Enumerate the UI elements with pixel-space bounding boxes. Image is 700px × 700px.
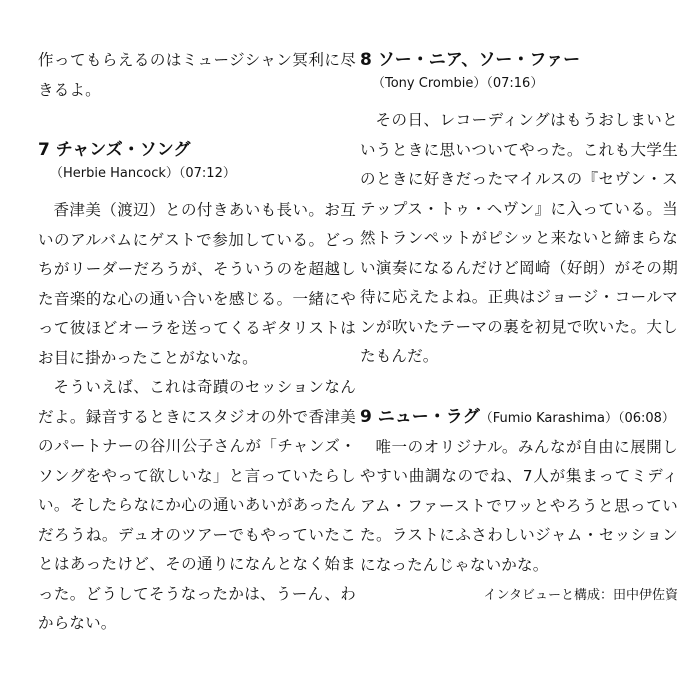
credit-line: インタビューと構成：田中伊佐資 (483, 588, 678, 603)
track-9-title: ニュー・ラグ (377, 406, 480, 427)
track-7-title-line (38, 136, 356, 164)
spacer (360, 372, 678, 403)
track-7-meta: （Herbie Hancock）（07:12） (50, 166, 236, 181)
track-9-meta: （Fumio Karashima）（06:08） (479, 410, 675, 426)
spacer (38, 105, 356, 136)
track-9-number: 9 (360, 406, 372, 427)
track-8-meta: （Tony Crombie）（07:16） (372, 76, 544, 91)
track-7-header (38, 136, 356, 184)
track-8-number: 8 (360, 50, 372, 70)
left-column (38, 46, 356, 639)
track-7-paragraph-2: そういえば、これは奇蹟のセッションなんだよ。録音するときにスタジオの外で香津美のパートナーの谷川公子さんが「チャンズ・ソングをやって欲しいな」と言っていたらしい。そしたらなにか心の通いあいがあったんだろうね。デュオのツアーでもやっていたことはあったけど、その通りになんとなく始まった。どうしてそうなったかは、うーん、わからない。 (38, 378, 356, 632)
intro-paragraph: 作ってもらえるのはミュージシャン冥利に尽きるよ。 (38, 51, 356, 99)
right-column (360, 46, 678, 608)
track-9-title-line (360, 403, 678, 433)
track-8-title-line (360, 46, 678, 74)
track-7-paragraph-1: 香津美（渡辺）との付きあいも長い。お互いのアルバムにゲストで参加している。どっちがリーダーだろうが、そういうのを超越した音楽的な心の通い合いを感じる。一緒にやって彼ほどオーラを送ってくるギタリストはお目に掛かったことがないな。 (38, 201, 356, 367)
track-7-number: 7 (38, 140, 50, 160)
track-9-paragraph-1: 唯一のオリジナル。みんなが自由に展開しやすい曲調なのでね、7人が集まってミディアム・ファーストでワッとやろうと思っていた。ラストにふさわしいジャム・セッションになったんじゃないかな。 (360, 437, 678, 574)
track-8-paragraph-1: その日、レコーディングはもうおしまいというときに思いついてやった。これも大学生のときに好きだったマイルスの『セヴン・ステップス・トゥ・ヘヴン』に入っている。当然トランペットがピシッと来ないと締まらない演奏になるんだけど岡崎（好朗）がその期待に応えたよね。正典はジョージ・コールマンが吹いたテーマの裏を初見で吹いた。大したもんだ。 (360, 111, 678, 365)
track-8-title: ソー・ニア、ソー・ファー (377, 50, 581, 70)
track-7-title: チャンズ・ソング (55, 140, 191, 160)
track-8-header (360, 46, 678, 94)
